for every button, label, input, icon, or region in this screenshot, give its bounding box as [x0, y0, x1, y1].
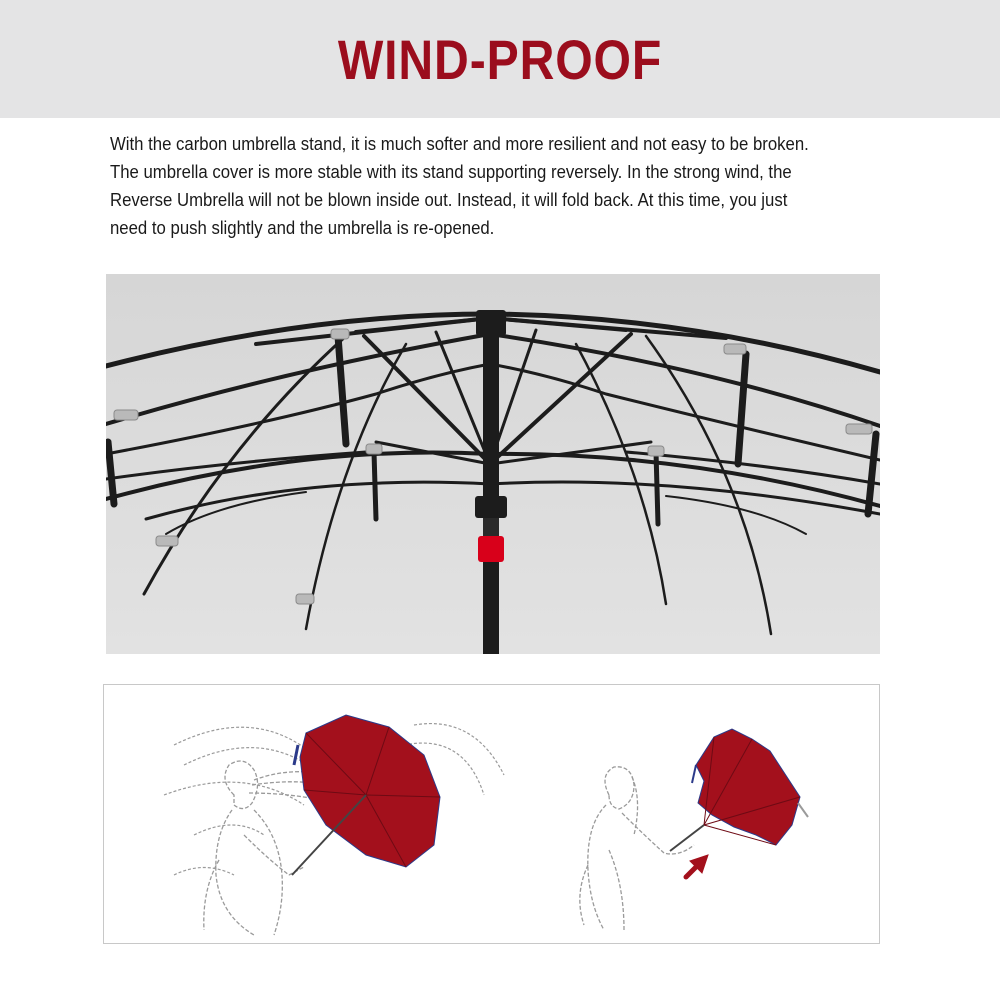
description-text	[110, 130, 900, 242]
description-line-3: Reverse Umbrella will not be blown inside out. Instead, it will fold back. At this time, you just	[110, 190, 788, 210]
umbrella-frame-photo	[106, 274, 880, 654]
description-line-4: need to push slightly and the umbrella is re-opened.	[110, 218, 495, 238]
description-line-2: The umbrella cover is more stable with its stand supporting reversely. In the strong wind, the	[110, 162, 792, 182]
wind-demo-sketch	[104, 685, 880, 944]
description-line-1: With the carbon umbrella stand, it is much softer and more resilient and not easy to be broken.	[110, 134, 809, 154]
page-title: WIND-PROOF	[337, 28, 663, 91]
umbrella-frame-image	[106, 274, 880, 654]
reverse-umbrella-illustration	[103, 684, 880, 944]
